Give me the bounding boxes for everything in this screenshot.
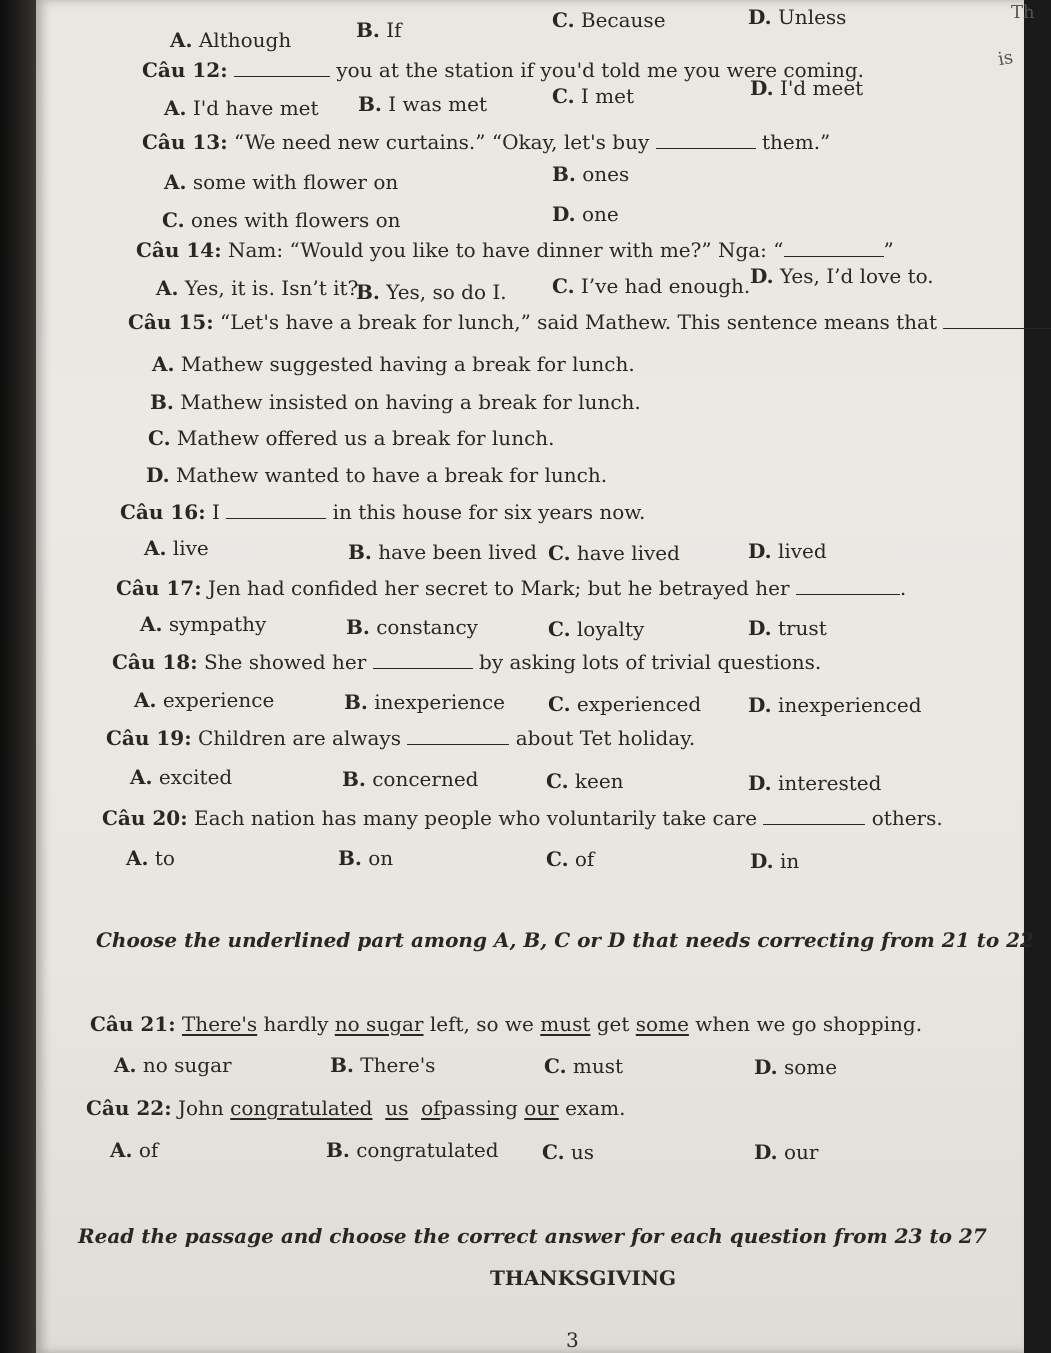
q12-option-c[interactable]: C. I met [552,84,634,108]
q12-stem: Câu 12: you at the station if you'd told me you were coming. [142,58,865,82]
q19-option-b[interactable]: B. concerned [342,767,479,791]
q11-option-b[interactable]: B. If [356,18,402,42]
section-heading-23-27: Read the passage and choose the correct answer for each question from 23 to 27 [78,1224,987,1248]
q18-blank[interactable] [373,650,473,669]
q22-underlined-b: congratulated [230,1096,373,1120]
exam-page [36,0,1035,1353]
q15-stem: Câu 15: “Let's have a break for lunch,” said Mathew. This sentence means that [128,310,1051,334]
q12-option-a[interactable]: A. I'd have met [164,96,319,120]
q18-option-c[interactable]: C. experienced [548,692,702,716]
q14-option-a[interactable]: A. Yes, it is. Isn’t it? [156,276,359,300]
q20-option-a[interactable]: A. to [126,846,175,870]
q22-underlined-d: our [524,1096,559,1120]
q17-stem: Câu 17: Jen had confided her secret to Mark; but he betrayed her . [116,576,907,600]
q22-underlined-a: of [421,1096,441,1120]
q12-option-b[interactable]: B. I was met [358,92,487,116]
q16-option-b[interactable]: B. have been lived [348,540,537,564]
q21-option-d[interactable]: D. some [754,1055,838,1079]
q19-stem: Câu 19: Children are always about Tet holiday. [106,726,696,750]
q15-option-d[interactable]: D. Mathew wanted to have a break for lunch. [146,463,608,487]
q14-blank[interactable] [784,238,884,257]
q13-option-c[interactable]: C. ones with flowers on [162,208,401,232]
q12-blank[interactable] [234,58,330,77]
q14-option-d[interactable]: D. Yes, I’d love to. [750,264,934,288]
q19-blank[interactable] [407,726,509,745]
q11-option-a[interactable]: A. Although [170,28,292,52]
q16-blank[interactable] [226,500,326,519]
q22-option-b[interactable]: B. congratulated [326,1138,499,1162]
q16-option-d[interactable]: D. lived [748,539,827,563]
q13-blank[interactable] [656,130,756,149]
q22-option-c[interactable]: C. us [542,1140,595,1164]
q19-option-a[interactable]: A. excited [130,765,233,789]
q11-option-c[interactable]: C. Because [552,8,666,32]
q21-stem: Câu 21: There's hardly no sugar left, so we must get some when we go shopping. [90,1012,923,1036]
q22-option-a[interactable]: A. of [110,1138,159,1162]
q20-blank[interactable] [763,806,865,825]
q17-option-b[interactable]: B. constancy [346,615,478,639]
q17-option-c[interactable]: C. loyalty [548,617,645,641]
q17-option-d[interactable]: D. trust [748,616,827,640]
q13-option-b[interactable]: B. ones [552,162,630,186]
q19-option-d[interactable]: D. interested [748,771,882,795]
q18-option-b[interactable]: B. inexperience [344,690,505,714]
q20-option-b[interactable]: B. on [338,846,394,870]
q17-option-a[interactable]: A. sympathy [140,612,267,636]
q11-option-d[interactable]: D. Unless [748,5,847,29]
q18-option-a[interactable]: A. experience [134,688,275,712]
q15-option-a[interactable]: A. Mathew suggested having a break for lunch. [152,352,635,376]
q20-stem: Câu 20: Each nation has many people who voluntarily take care others. [102,806,943,830]
q13-stem: Câu 13: “We need new curtains.” “Okay, let's buy them.” [142,130,831,154]
q13-option-a[interactable]: A. some with flower on [164,170,399,194]
q22-stem: Câu 22: John congratulated us ofpassing our exam. [86,1096,626,1120]
q21-option-c[interactable]: C. must [544,1054,624,1078]
q14-option-c[interactable]: C. I’ve had enough. [552,274,751,298]
q19-option-c[interactable]: C. keen [546,769,624,793]
q18-option-d[interactable]: D. inexperienced [748,693,922,717]
q21-underlined-a: There's [181,1012,258,1036]
q21-underlined-b: no sugar [334,1012,424,1036]
passage-title: THANKSGIVING [490,1266,677,1290]
q20-option-c[interactable]: C. of [546,847,595,871]
q15-option-b[interactable]: B. Mathew insisted on having a break for lunch. [150,390,641,414]
q21-underlined-c: must [540,1012,591,1036]
q14-stem: Câu 14: Nam: “Would you like to have dinner with me?” Nga: “ ” [136,238,894,262]
q13-option-d[interactable]: D. one [552,202,619,226]
q14-option-b[interactable]: B. Yes, so do I. [356,280,507,304]
q20-option-d[interactable]: D. in [750,849,800,873]
q22-option-d[interactable]: D. our [754,1140,819,1164]
q18-stem: Câu 18: She showed her by asking lots of trivial questions. [112,650,822,674]
page-number: 3 [566,1328,579,1352]
q17-blank[interactable] [796,576,900,595]
q21-option-b[interactable]: B. There's [330,1053,436,1077]
section-heading-21-22: Choose the underlined part among A, B, C or D that needs correcting from 21 to 22 [96,928,1034,952]
q21-option-a[interactable]: A. no sugar [114,1053,232,1077]
q16-stem: Câu 16: I in this house for six years now. [120,500,646,524]
q12-option-d[interactable]: D. I'd meet [750,76,864,100]
edge-fragment: Th [1011,2,1035,23]
q16-option-c[interactable]: C. have lived [548,541,680,565]
q16-option-a[interactable]: A. live [144,536,209,560]
q22-underlined-c: us [385,1096,409,1120]
edge-fragment: is [996,46,1015,71]
q15-blank[interactable] [943,310,1051,329]
q21-underlined-d: some [635,1012,689,1036]
page-binding-shadow [0,0,40,1353]
q15-option-c[interactable]: C. Mathew offered us a break for lunch. [148,426,555,450]
